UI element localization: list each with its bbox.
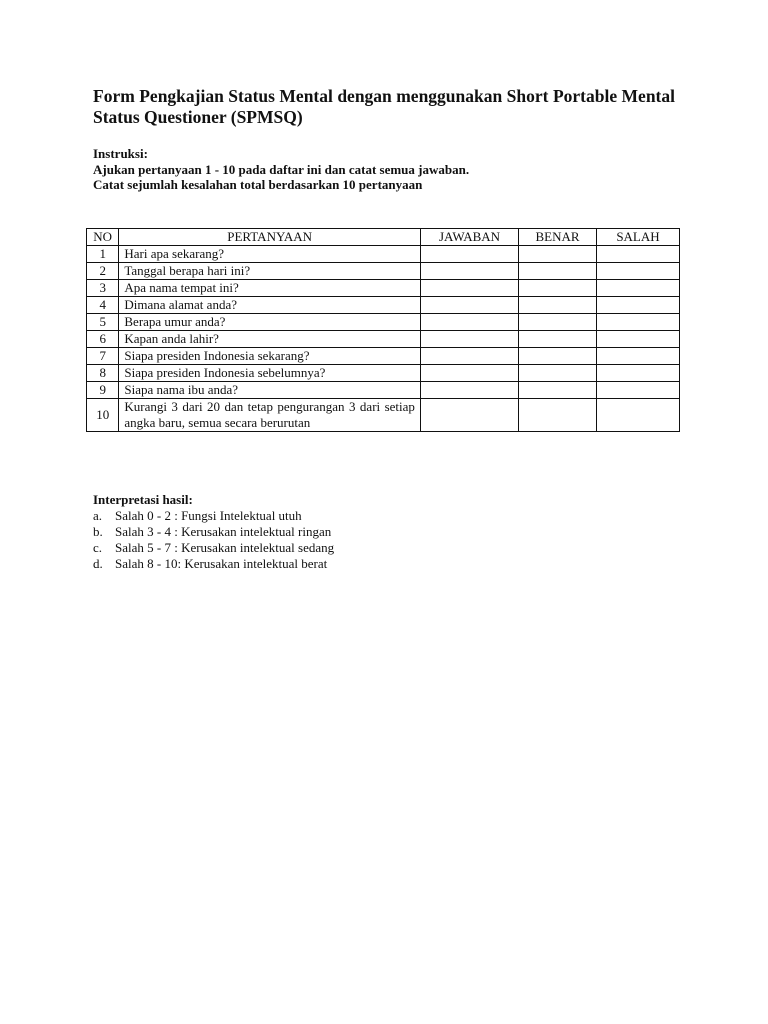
row-question: Hari apa sekarang?: [119, 246, 421, 263]
row-question: Berapa umur anda?: [119, 314, 421, 331]
list-item-text: Salah 3 - 4 : Kerusakan intelektual ringan: [115, 524, 332, 539]
row-number: 7: [87, 348, 119, 365]
wrong-cell[interactable]: [596, 382, 679, 399]
correct-cell[interactable]: [519, 246, 597, 263]
instructions-line-1: Ajukan pertanyaan 1 - 10 pada daftar ini dan catat semua jawaban.: [93, 161, 470, 177]
spmsq-table: [86, 228, 680, 432]
wrong-cell[interactable]: [596, 263, 679, 280]
table-row: [87, 263, 680, 280]
correct-cell[interactable]: [519, 382, 597, 399]
table-row: [87, 382, 680, 399]
row-question: Siapa presiden Indonesia sebelumnya?: [119, 365, 421, 382]
header-question: PERTANYAAN: [119, 229, 421, 246]
interpretation-list: [93, 508, 334, 572]
row-number: 4: [87, 297, 119, 314]
header-correct: BENAR: [519, 229, 597, 246]
answer-cell[interactable]: [420, 246, 518, 263]
wrong-cell[interactable]: [596, 365, 679, 382]
instructions-line-2: Catat sejumlah kesalahan total berdasarkan 10 pertanyaan: [93, 177, 423, 192]
table-row: [87, 331, 680, 348]
row-number: 3: [87, 280, 119, 297]
row-number: 1: [87, 246, 119, 263]
table-row: [87, 365, 680, 382]
table-row: [87, 399, 680, 432]
list-item: [93, 540, 334, 556]
answer-cell[interactable]: [420, 314, 518, 331]
list-item-text: Salah 8 - 10: Kerusakan intelektual berat: [115, 556, 328, 571]
row-number: 5: [87, 314, 119, 331]
correct-cell[interactable]: [519, 348, 597, 365]
list-item-text: Salah 5 - 7 : Kerusakan intelektual sedang: [115, 540, 335, 555]
list-item-text: Salah 0 - 2 : Fungsi Intelektual utuh: [115, 508, 302, 523]
table-row: [87, 348, 680, 365]
wrong-cell[interactable]: [596, 297, 679, 314]
instructions-heading: Instruksi:: [93, 146, 148, 161]
row-number: 6: [87, 331, 119, 348]
answer-cell[interactable]: [420, 399, 518, 432]
correct-cell[interactable]: [519, 297, 597, 314]
interpretation-block: [93, 492, 334, 572]
list-marker: a.: [93, 508, 103, 523]
correct-cell[interactable]: [519, 280, 597, 297]
correct-cell[interactable]: [519, 263, 597, 280]
row-question: Dimana alamat anda?: [119, 297, 421, 314]
document-title: Form Pengkajian Status Mental dengan menggunakan Short Portable Mental Status Questioner (SPMSQ): [93, 86, 675, 127]
header-no: NO: [87, 229, 119, 246]
list-item: [93, 508, 334, 524]
correct-cell[interactable]: [519, 365, 597, 382]
table-header-row: [87, 229, 680, 246]
list-marker: d.: [93, 556, 103, 571]
row-question: Kurangi 3 dari 20 dan tetap pengurangan 3 dari setiap angka baru, semua secara berurutan: [119, 399, 421, 432]
row-question: Kapan anda lahir?: [119, 331, 421, 348]
wrong-cell[interactable]: [596, 399, 679, 432]
header-wrong: SALAH: [596, 229, 679, 246]
row-question: Siapa nama ibu anda?: [119, 382, 421, 399]
row-question: Apa nama tempat ini?: [119, 280, 421, 297]
interpretation-heading: Interpretasi hasil:: [93, 492, 193, 507]
answer-cell[interactable]: [420, 297, 518, 314]
answer-cell[interactable]: [420, 365, 518, 382]
instructions-block: [93, 146, 675, 193]
wrong-cell[interactable]: [596, 348, 679, 365]
wrong-cell[interactable]: [596, 280, 679, 297]
answer-cell[interactable]: [420, 348, 518, 365]
document-page: [93, 86, 675, 571]
correct-cell[interactable]: [519, 314, 597, 331]
list-marker: c.: [93, 540, 103, 555]
header-answer: JAWABAN: [420, 229, 518, 246]
answer-cell[interactable]: [420, 382, 518, 399]
table-row: [87, 246, 680, 263]
correct-cell[interactable]: [519, 331, 597, 348]
list-item: [93, 524, 334, 540]
row-question: Siapa presiden Indonesia sekarang?: [119, 348, 421, 365]
correct-cell[interactable]: [519, 399, 597, 432]
answer-cell[interactable]: [420, 331, 518, 348]
row-number: 9: [87, 382, 119, 399]
wrong-cell[interactable]: [596, 246, 679, 263]
wrong-cell[interactable]: [596, 331, 679, 348]
answer-cell[interactable]: [420, 280, 518, 297]
row-question: Tanggal berapa hari ini?: [119, 263, 421, 280]
row-number: 10: [87, 399, 119, 432]
table-row: [87, 297, 680, 314]
table-row: [87, 314, 680, 331]
table-row: [87, 280, 680, 297]
list-marker: b.: [93, 524, 103, 539]
row-number: 2: [87, 263, 119, 280]
wrong-cell[interactable]: [596, 314, 679, 331]
row-number: 8: [87, 365, 119, 382]
list-item: [93, 556, 334, 572]
answer-cell[interactable]: [420, 263, 518, 280]
